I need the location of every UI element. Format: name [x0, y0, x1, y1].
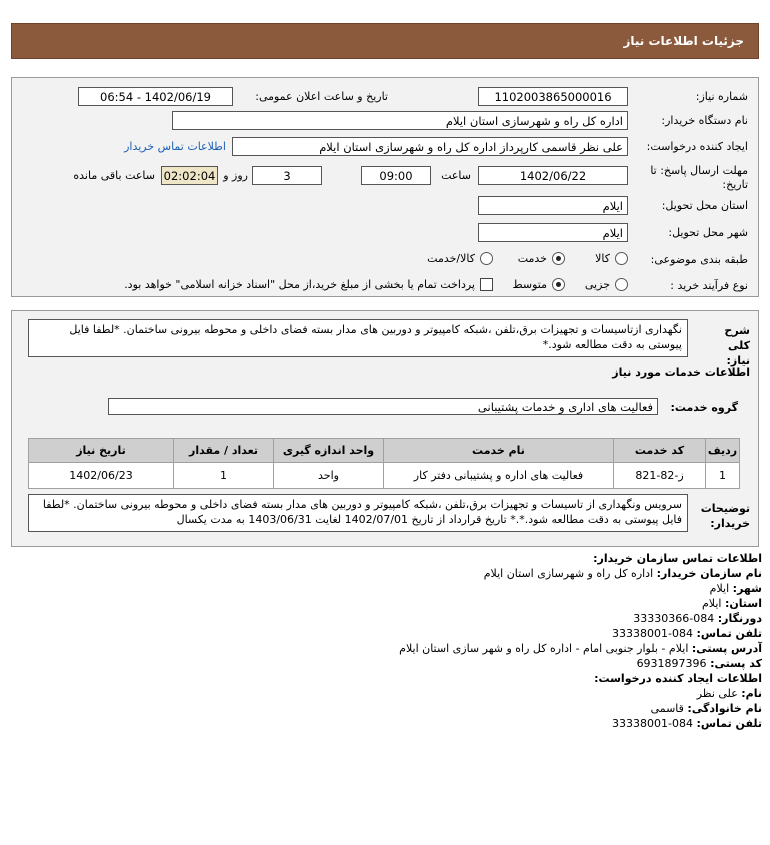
table-row [29, 463, 740, 489]
buyer-contact-link[interactable]: اطلاعات تماس خریدار [124, 140, 226, 153]
org-value: اداره کل راه و شهرسازی استان ایلام [483, 567, 654, 580]
remaining-time-field: 02:02:04 [161, 166, 218, 185]
province-label: استان محل تحویل: [661, 199, 748, 212]
col-service-code: کد خدمت [614, 439, 706, 463]
process-radio-minor[interactable] [615, 278, 628, 291]
announce-label: تاریخ و ساعت اعلان عمومی: [255, 90, 388, 103]
deadline-label: مهلت ارسال پاسخ: تا تاریخ: [650, 164, 748, 191]
creator-tel-row [612, 717, 762, 730]
creator-tel-label: تلفن تماس: [696, 717, 762, 730]
tel-value: 084-33338001 [612, 627, 694, 640]
postal-row [637, 657, 762, 670]
name-label: نام: [741, 687, 762, 700]
family-label: نام خانوادگی: [687, 702, 762, 715]
family-value: قاسمی [650, 702, 684, 715]
deadline-date-field[interactable]: 1402/06/22 [478, 166, 628, 185]
process-option-medium: متوسط [512, 278, 547, 291]
category-option-service: خدمت [517, 252, 547, 265]
category-radio-service[interactable] [552, 252, 565, 265]
service-group-field[interactable]: فعالیت های اداری و خدمات پشتیبانی [108, 398, 658, 415]
category-radio-goods[interactable] [615, 252, 628, 265]
treasury-payment-text: پرداخت تمام یا بخشی از مبلغ خرید،از محل "اسناد خزانه اسلامی" خواهد بود. [124, 278, 475, 291]
contact-city-label: شهر: [732, 582, 762, 595]
province-row [702, 597, 762, 610]
name-row [697, 687, 762, 700]
contact-province-label: استان: [725, 597, 762, 610]
category-option-goods: کالا [595, 252, 610, 265]
tel-row [612, 627, 762, 640]
contact-city-value: ایلام [709, 582, 730, 595]
summary-label: شرح کلی نیاز: [724, 324, 750, 367]
deadline-time-field[interactable]: 09:00 [361, 166, 431, 185]
col-row: ردیف [706, 439, 740, 463]
postal-label: کد پستی: [710, 657, 762, 670]
fax-row [633, 612, 762, 625]
buyer-label: نام دستگاه خریدار: [661, 114, 748, 127]
address-row [399, 642, 762, 655]
summary-text: نگهداری ازتاسیسات و تجهیزات برق،تلفن ،شبکه کامپیوتر و دوربین های مدار بسته فضای داخلی و محوطه بیرونی ساختمان. *لطفا فایل پیوستی به دقت مطالعه شود.* [28, 319, 688, 357]
city-field[interactable]: ایلام [478, 223, 628, 242]
summary-services-panel [11, 310, 759, 547]
cell-need-date: 1402/06/23 [29, 463, 174, 489]
process-option-minor: جزیی [584, 278, 610, 291]
buyer-notes-label: توضیحات خریدار: [700, 502, 750, 530]
treasury-payment-checkbox[interactable] [480, 278, 493, 291]
service-group-label: گروه خدمت: [670, 401, 738, 414]
city-row [710, 582, 762, 595]
contact-province-value: ایلام [702, 597, 722, 610]
need-info-panel [11, 77, 759, 297]
col-need-date: تاریخ نیاز [29, 439, 174, 463]
need-number-label: شماره نیاز: [695, 90, 748, 103]
creator-info-title: اطلاعات ایجاد کننده درخواست: [594, 672, 762, 685]
deadline-time-label: ساعت [441, 169, 471, 182]
announce-datetime-field[interactable]: 1402/06/19 - 06:54 [78, 87, 233, 106]
org-row [484, 567, 762, 580]
category-radio-goods-service[interactable] [480, 252, 493, 265]
category-label: طبقه بندی موضوعی: [650, 253, 748, 266]
col-unit: واحد اندازه گیری [274, 439, 384, 463]
creator-tel-value: 084-33338001 [612, 717, 694, 730]
days-field[interactable]: 3 [252, 166, 322, 185]
process-label: نوع فرآیند خرید : [670, 279, 748, 292]
family-row [651, 702, 762, 715]
province-field[interactable]: ایلام [478, 196, 628, 215]
process-radio-medium[interactable] [552, 278, 565, 291]
fax-label: دورنگار: [717, 612, 762, 625]
address-value: ایلام - بلوار جنوبی امام - اداره کل راه و شهر سازی استان ایلام [399, 642, 689, 655]
col-service-name: نام خدمت [384, 439, 614, 463]
contact-title: اطلاعات تماس سازمان خریدار: [593, 552, 762, 565]
buyer-field[interactable]: اداره کل راه و شهرسازی استان ایلام [172, 111, 628, 130]
page-header [11, 23, 759, 59]
cell-service-code: ز-82-821 [614, 463, 706, 489]
fax-value: 084-33330366 [633, 612, 715, 625]
cell-unit: واحد [274, 463, 384, 489]
need-number-field[interactable]: 1102003865000016 [478, 87, 628, 106]
col-quantity: تعداد / مقدار [174, 439, 274, 463]
page-title: جزئیات اطلاعات نیاز [623, 34, 744, 48]
city-label: شهر محل تحویل: [668, 226, 748, 239]
buyer-notes-text: سرویس ونگهداری از تاسیسات و تجهیزات برق،تلفن ،شبکه کامپیوتر و دوربین های مدار بسته فضای داخلی و محوطه بیرونی ساختمان. *لطفا فایل پیوستی به دقت مطالعه شود.*.* تاریخ قرارداد از تاریخ 1402/07/01 لغایت 1403/06/31 به مدت یکسال [28, 494, 688, 532]
services-table [28, 438, 740, 489]
org-label: نام سازمان خریدار: [656, 567, 762, 580]
cell-service-name: فعالیت های اداره و پشتیبانی دفتر کار [384, 463, 614, 489]
days-label: روز و [223, 169, 248, 182]
creator-field[interactable]: علی نظر قاسمی کارپرداز اداره کل راه و شهرسازی استان ایلام [232, 137, 628, 156]
cell-quantity: 1 [174, 463, 274, 489]
cell-row: 1 [706, 463, 740, 489]
tel-label: تلفن تماس: [696, 627, 762, 640]
creator-label: ایجاد کننده درخواست: [646, 140, 748, 153]
address-label: آدرس پستی: [691, 642, 762, 655]
remaining-label: ساعت باقی مانده [73, 169, 155, 182]
services-table-header [29, 439, 740, 463]
services-section-title: اطلاعات خدمات مورد نیاز [612, 366, 750, 379]
name-value: علی نظر [696, 687, 738, 700]
postal-value: 6931897396 [636, 657, 707, 670]
category-option-goods-service: کالا/خدمت [427, 252, 475, 265]
